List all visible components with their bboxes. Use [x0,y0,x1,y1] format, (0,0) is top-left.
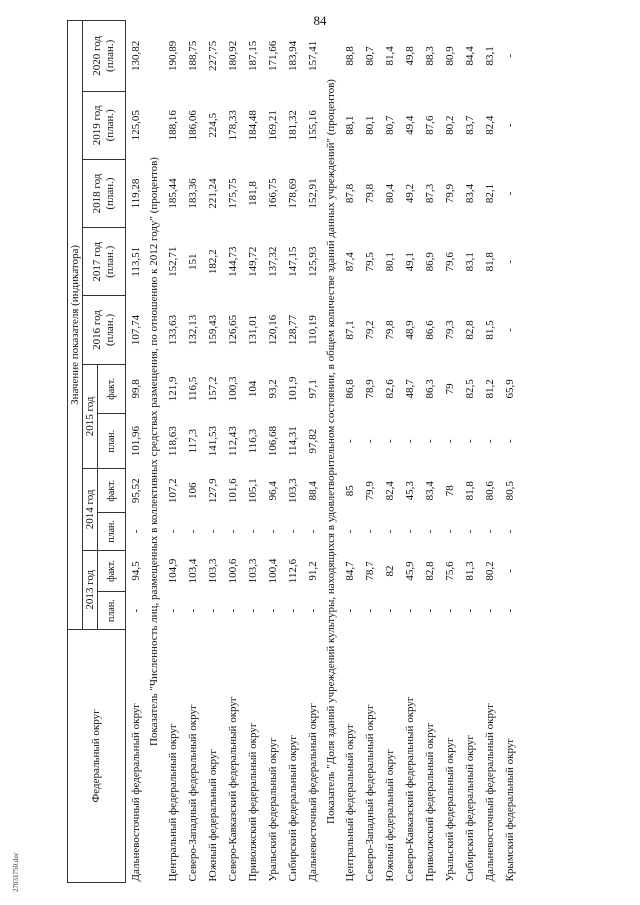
indicator-title: Показатель "Численность лиц, размещенных в коллективных средствах размещения, по отношению к 2012 году" (процентов) [148,157,160,746]
table-cell: 183,36 [186,178,199,209]
district-name: Северо-Кавказский федеральный округ [226,696,239,882]
table-header [68,21,126,883]
table-cell: 82,6 [383,379,396,399]
table-cell: 82,8 [423,561,436,581]
table-cell: - [403,529,416,534]
table-cell: 81,5 [483,320,496,340]
header-plan: план. [98,414,126,469]
table-cell: 80,6 [483,481,496,501]
indicator-row [323,21,340,883]
table-cell: 81,3 [463,561,476,581]
table-cell: 97,1 [306,379,319,399]
table-cell: 155,16 [306,110,319,141]
table-cell: 175,75 [226,178,239,209]
table-cell: - [343,439,356,443]
table-cell: 178,33 [226,110,239,141]
table-cell: - [383,608,396,613]
table-cell: 87,3 [423,183,436,204]
table-cell: 80,2 [483,561,496,581]
table-row [360,21,380,883]
table-row [420,21,440,883]
table-cell: 221,24 [206,178,219,209]
table-cell: 78,7 [363,561,376,581]
table-cell: - [363,529,376,534]
table-cell: 65,9 [503,379,516,399]
table-cell: 151 [186,253,199,271]
table-cell: 81,2 [483,379,496,399]
table-cell: 141,53 [206,426,219,457]
table-cell: 127,9 [206,478,219,504]
table-cell: - [403,439,416,443]
header-year-2019: 2019 год (план.) [83,91,126,159]
table-row [400,21,420,883]
table-cell: - [186,529,199,534]
table-cell: 87,1 [343,320,356,340]
table-cell: 79 [443,383,456,395]
table-cell: 101,6 [226,478,239,504]
table-body [126,21,521,883]
table-cell: 81,4 [383,46,396,66]
table-cell: - [463,439,476,443]
district-name: Центральный федеральный округ [343,723,356,882]
table-row [126,21,147,883]
table-cell: 82 [383,565,396,577]
table-row [203,21,223,883]
table-cell: 159,43 [206,314,219,346]
table-row [303,21,323,883]
table-cell: - [503,439,516,443]
table-cell: 80,7 [363,46,376,66]
district-name: Дальневосточный федеральный округ [129,703,142,882]
table-cell: 83,7 [463,115,476,135]
table-cell: 180,92 [226,40,239,71]
table-cell: 79,3 [443,320,456,340]
table-cell: 182,2 [206,249,219,275]
table-cell: 83,4 [423,481,436,501]
table-cell: 79,8 [363,183,376,204]
table-cell: 86,9 [423,252,436,272]
table-cell: - [246,529,259,534]
table-cell: 94,5 [129,561,142,581]
table-cell: - [503,123,516,128]
rotated-table-container [67,20,613,883]
table-cell: - [129,529,142,534]
table-cell: 82,4 [383,481,396,501]
table-cell: 85 [343,485,356,497]
table-cell: - [129,608,142,613]
table-row [340,21,360,883]
header-year-2018: 2018 год (план.) [83,159,126,227]
table-cell: 97,82 [306,428,319,454]
table-cell: 117,3 [186,428,199,454]
table-cell: - [246,608,259,613]
table-cell: 149,72 [246,246,259,277]
table-cell: 45,9 [403,561,416,581]
table-cell: 80,9 [443,46,456,66]
table-cell: 79,6 [443,252,456,272]
table-cell: 166,75 [266,178,279,209]
table-cell: - [503,191,516,196]
table-cell: 79,9 [443,183,456,204]
table-cell: 112,43 [226,426,239,457]
table-cell: 103,3 [246,558,259,584]
table-cell: 104 [246,380,259,398]
table-cell: 49,1 [403,252,416,272]
table-cell: 114,31 [286,426,299,457]
table-cell: 86,6 [423,320,436,340]
table-cell: - [166,529,179,534]
table-row [460,21,480,883]
table-cell: - [443,529,456,534]
table-cell: 80,7 [383,115,396,135]
header-fact: факт. [98,469,126,513]
table-row [183,21,203,883]
table-cell: 81,8 [483,252,496,272]
table-cell: 86,8 [343,379,356,399]
district-name: Северо-Кавказский федеральный округ [403,696,416,882]
table-cell: 49,4 [403,115,416,135]
table-cell: - [286,608,299,613]
district-name: Северо-Западный федеральный округ [186,704,199,882]
table-cell: - [503,54,516,58]
table-cell: 126,65 [226,314,239,346]
table-cell: - [266,608,279,613]
district-name: Уральский федеральный округ [266,737,279,882]
table-cell: 95,52 [129,478,142,504]
district-name: Приволжский федеральный округ [246,722,259,882]
table-cell: 183,94 [286,40,299,71]
table-cell: 82,4 [483,115,496,135]
table-cell: 188,16 [166,110,179,141]
header-fact: факт. [98,364,126,414]
table-cell: - [363,439,376,443]
table-row [440,21,460,883]
table-cell: 116,3 [246,428,259,454]
table-cell: 103,4 [186,558,199,584]
table-cell: - [343,608,356,613]
table-cell: 79,8 [383,320,396,340]
table-cell: 96,4 [266,481,279,501]
table-cell: 75,6 [443,561,456,581]
table-cell: 80,4 [383,183,396,204]
table-row [500,21,520,883]
district-name: Крымский федеральный округ [503,738,516,882]
table-cell: 188,75 [186,40,199,71]
table-cell: 100,6 [226,558,239,584]
table-cell: 105,1 [246,478,259,504]
table-cell: 131,01 [246,314,259,346]
table-cell: 157,41 [306,40,319,71]
table-cell: 93,2 [266,379,279,399]
district-name: Центральный федеральный округ [166,723,179,882]
table-cell: 88,1 [343,115,356,135]
table-cell: 87,4 [343,252,356,272]
district-name: Южный федеральный округ [206,749,219,882]
table-cell: - [503,569,516,573]
header-fact: факт. [98,550,126,592]
table-cell: 84,4 [463,46,476,66]
header-year-2014: 2014 год [83,469,98,550]
header-year-2016: 2016 год (план.) [83,296,126,364]
table-cell: 86,3 [423,379,436,399]
district-name: Южный федеральный округ [383,749,396,882]
table-cell: 120,16 [266,314,279,346]
table-cell: 112,6 [286,558,299,584]
district-name: Приволжский федеральный округ [423,722,436,882]
table-cell: 121,9 [166,376,179,402]
table-cell: 78,9 [363,379,376,399]
table-cell: 83,4 [463,183,476,204]
header-district: Федеральный округ [68,629,126,882]
table-cell: 88,4 [306,481,319,501]
table-cell: 113,51 [129,246,142,277]
table-cell: 100,3 [226,376,239,402]
table-cell: 133,63 [166,314,179,346]
table-cell: 80,1 [363,115,376,135]
table-cell: 79,9 [363,481,376,501]
table-cell: 78 [443,485,456,497]
table-cell: 83,1 [463,252,476,272]
table-cell: 49,8 [403,46,416,66]
table-cell: 169,21 [266,110,279,141]
table-row [283,21,303,883]
indicators-table [67,20,520,883]
table-cell: 152,91 [306,178,319,209]
table-cell: - [226,529,239,534]
table-cell: 48,7 [403,379,416,399]
table-cell: 224,5 [206,112,219,138]
district-name: Северо-Западный федеральный округ [363,704,376,882]
table-cell: 190,89 [166,40,179,71]
table-cell: - [363,608,376,613]
table-cell: 101,9 [286,376,299,402]
table-cell: 137,32 [266,246,279,277]
table-cell: 125,05 [129,110,142,141]
table-cell: 157,2 [206,376,219,402]
table-cell: 104,9 [166,558,179,584]
table-cell: - [266,529,279,534]
table-cell: 80,5 [503,481,516,501]
table-cell: - [503,328,516,332]
table-cell: 87,6 [423,115,436,135]
table-cell: 132,13 [186,314,199,346]
table-cell: 49,2 [403,183,416,204]
table-cell: - [343,529,356,534]
header-year-2017: 2017 год (план.) [83,228,126,296]
table-cell: - [503,259,516,264]
district-name: Уральский федеральный округ [443,737,456,882]
table-row [263,21,283,883]
table-cell: 119,28 [129,178,142,209]
table-cell: 181,32 [286,110,299,141]
table-cell: 110,19 [306,315,319,345]
table-cell: 185,44 [166,178,179,209]
table-row [380,21,400,883]
table-cell: 178,69 [286,178,299,209]
table-row [243,21,263,883]
table-cell: - [483,439,496,443]
table-cell: - [423,529,436,534]
table-cell: 107,74 [129,314,142,346]
table-cell: 227,75 [206,40,219,71]
district-name: Дальневосточный федеральный округ [483,703,496,882]
table-cell: 82,5 [463,379,476,399]
table-cell: 82,1 [483,183,496,204]
indicator-title: Показатель "Доля зданий учреждений культуры, находящихся в удовлетворительном состоянии, в общем количестве зданий данных учреждений" (процентов) [325,79,337,824]
table-cell: 130,82 [129,40,142,71]
table-cell: 100,4 [266,558,279,584]
table-cell: 82,8 [463,320,476,340]
table-cell: - [186,608,199,613]
table-cell: 91,2 [306,561,319,581]
table-cell: - [166,608,179,613]
header-year-2020: 2020 год (план.) [83,21,126,92]
table-cell: 88,8 [343,46,356,66]
district-name: Дальневосточный федеральный округ [306,703,319,882]
table-cell: - [383,439,396,443]
table-cell: 48,9 [403,320,416,340]
header-plan: план. [98,513,126,550]
table-cell: 80,2 [443,115,456,135]
table-cell: - [403,608,416,613]
table-cell: 184,48 [246,110,259,141]
table-cell: 101,96 [129,426,142,457]
table-cell: 152,71 [166,246,179,277]
table-cell: - [286,529,299,534]
table-cell: 171,66 [266,40,279,71]
table-cell: 80,1 [383,252,396,272]
table-cell: 116,5 [186,376,199,402]
indicator-row [146,21,163,883]
table-cell: 144,73 [226,246,239,277]
district-name: Сибирский федеральный округ [286,735,299,882]
header-year-2015: 2015 год [83,364,98,469]
table-cell: - [306,529,319,534]
document-code: 27031750.doc [12,852,20,892]
table-cell: - [306,608,319,613]
table-cell: - [503,608,516,613]
table-cell: - [226,608,239,613]
table-cell: 79,5 [363,252,376,272]
table-cell: - [423,439,436,443]
header-values-group: Значение показателя (индикатора) [68,21,83,630]
table-cell: - [503,529,516,534]
table-cell: 45,3 [403,481,416,501]
table-cell: 186,06 [186,110,199,141]
district-name: Сибирский федеральный округ [463,735,476,882]
table-cell: 99,8 [129,379,142,399]
table-row [223,21,243,883]
header-year-2013: 2013 год [83,550,98,629]
table-cell: - [463,608,476,613]
table-cell: 187,15 [246,40,259,71]
table-row [163,21,183,883]
table-cell: - [206,608,219,613]
table-cell: 125,93 [306,246,319,277]
table-cell: - [483,529,496,534]
table-cell: 84,7 [343,561,356,581]
table-cell: - [483,608,496,613]
table-cell: - [423,608,436,613]
table-cell: 128,77 [286,314,299,346]
table-cell: 107,2 [166,478,179,504]
table-cell: - [383,529,396,534]
table-cell: 147,15 [286,246,299,277]
table-cell: 87,8 [343,183,356,204]
page-number: 84 [313,13,327,28]
header-plan: план. [98,592,126,629]
table-cell: 81,8 [463,481,476,501]
table-cell: 103,3 [206,558,219,584]
table-row [480,21,500,883]
table-cell: 181,8 [246,181,259,206]
table-cell: 88,3 [423,46,436,66]
table-cell: 106 [186,482,199,499]
table-cell: 118,63 [166,426,179,457]
table-cell: - [463,529,476,534]
table-cell: - [443,439,456,443]
table-cell: 103,3 [286,478,299,504]
table-cell: 83,1 [483,46,496,66]
table-cell: 79,2 [363,320,376,340]
table-cell: 106,68 [266,426,279,457]
table-cell: - [206,529,219,534]
table-cell: - [443,608,456,613]
